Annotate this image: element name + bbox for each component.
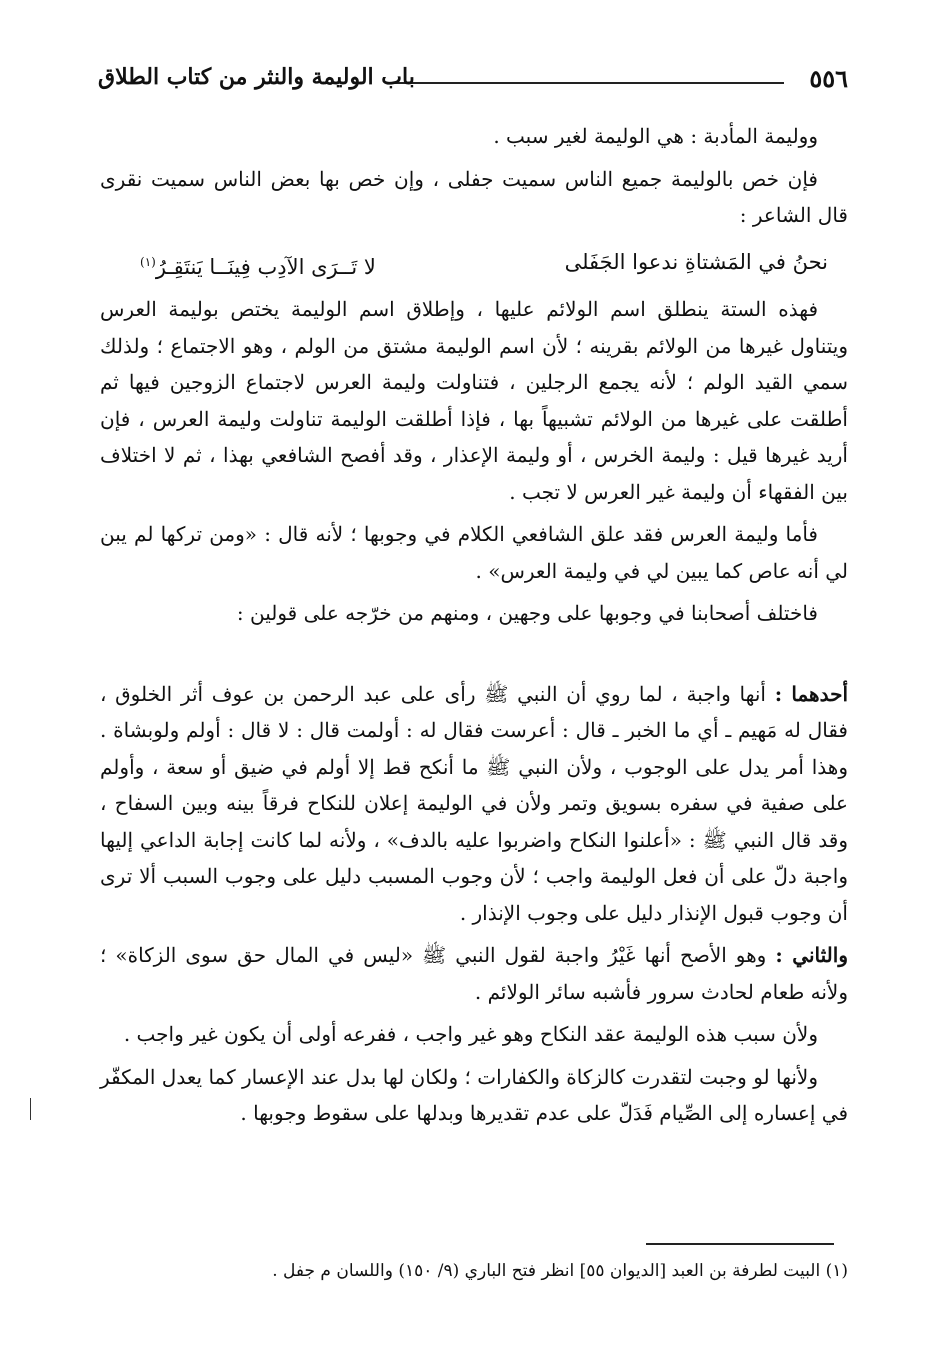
paragraph: فإن خص بالوليمة جميع الناس سميت جفلى ، وإن خص بها بعض الناس سميت نقرى قال الشاعر : — [100, 166, 848, 227]
paragraph-lead: أحدهما : — [774, 681, 849, 706]
verse-second-hemistich: لا تَــرَى الآدِب فِينَــا يَنتَقِـرُ$^{(١)}$ — [140, 254, 376, 279]
footnote — [100, 1258, 848, 1284]
spacer — [100, 638, 848, 676]
running-title: باب الوليمة والنثر من كتاب الطلاق — [98, 64, 415, 90]
paragraph: أحدهما : أنها واجبة ، لما روي أن النبي ﷺ رأى على عبد الرحمن بن عوف أثر الخلوق ، فقال له مَهيم ـ أي ما الخبر ـ قال : أعرست فقال له : أولمت قال : لا قال : أولم ولوبشاة . وهذا أمر يدل على الوجوب ، ولأن النبي ﷺ ما أنكح قط إلا أولم في ضيق أو سعة ، وأولم على صفية في سفره بسويق وتمر ولأن في الوليمة إعلان للنكاح فرقاً بينه وبين السفاح ، وقد قال النبي ﷺ : «أعلنوا النكاح واضربوا عليه بالدف» ، ولأنه لما كانت إجابة الداعي إليها واجبة دلّ على أن فعل الوليمة واجب ؛ لأن وجوب المسبب دليل على وجوب السبب ألا ترى أن وجوب قبول الإنذار دليل على وجوب الإنذار . — [100, 681, 849, 925]
paragraph-lead: والثاني : — [775, 943, 848, 967]
footnote-marker: (١) — [140, 254, 156, 269]
footnote-text: البيت لطرفة بن العبد [الديوان ٥٥] انظر فتح الباري (٩/ ١٥٠) واللسان م جفل . — [272, 1261, 821, 1281]
page-header — [98, 62, 848, 98]
paragraph: فاختلف أصحابنا في وجوبها على وجهين ، ومنهم من خرّجه على قولين : — [236, 601, 818, 625]
paragraph: ولأنها لو وجبت لتقدرت كالزكاة والكفارات ؛ ولكان لها بدل عند الإعسار كما يعدل المكفّر في إعساره إلى الصِّيام فَدَلّ على عدم تقديرها وبدلها على سقوط وجوبها . — [100, 1064, 848, 1125]
verse-first-hemistich: نحنُ في المَشتاةِ ندعوا الجَفَلى — [564, 249, 828, 274]
paragraph: والثاني : وهو الأصح أنها غَيْرُ واجبة لقول النبي ﷺ «ليس في المال حق سوى الزكاة» ؛ ولأنه طعام لحادث سرور فأشبه سائر الولائم . — [100, 943, 848, 1004]
header-rule — [388, 82, 784, 84]
paragraph: ووليمة المأدبة : هي الوليمة لغير سبب . — [493, 124, 818, 148]
paragraph: فأما وليمة العرس فقد علق الشافعي الكلام في وجوبها ؛ لأنه قال : «ومن تركها لم يبن لي أنه عاص كما يبين لي في وليمة العرس» . — [100, 522, 848, 583]
main-text — [100, 118, 848, 1138]
page-number: ٥٥٦ — [809, 64, 848, 93]
footnote-rule — [646, 1243, 834, 1245]
paragraph: ولأن سبب هذه الوليمة عقد النكاح وهو غير واجب ، ففرعه أولى أن يكون غير واجب . — [123, 1022, 818, 1046]
scan-margin-mark — [30, 1098, 31, 1120]
paragraph: فهذه الستة ينطلق اسم الولائم عليها ، وإطلاق اسم الوليمة يختص بوليمة العرس ويتناول غيرها من الولائم بقرينه ؛ لأن اسم الوليمة مشتق من الولم ، وهو الاجتماع ؛ ولذلك سمي القيد الولم ؛ لأنه يجمع الرجلين ، فتناولت وليمة العرس لاجتماع الزوجين فيها ثم أطلقت على غيرها من الولائم تشبيهاً بها ، فإذا أطلقت الوليمة تناولت وليمة العرس ، فإن أريد غيرها قيل : وليمة الخرس ، أو وليمة الإعذار ، وقد أفصح الشافعي بهذا ، ثم لا اختلاف بين الفقهاء أن وليمة غير العرس لا تجب . — [100, 297, 848, 504]
poetry-verse — [140, 244, 828, 286]
footnote-number: (١) — [825, 1261, 848, 1281]
